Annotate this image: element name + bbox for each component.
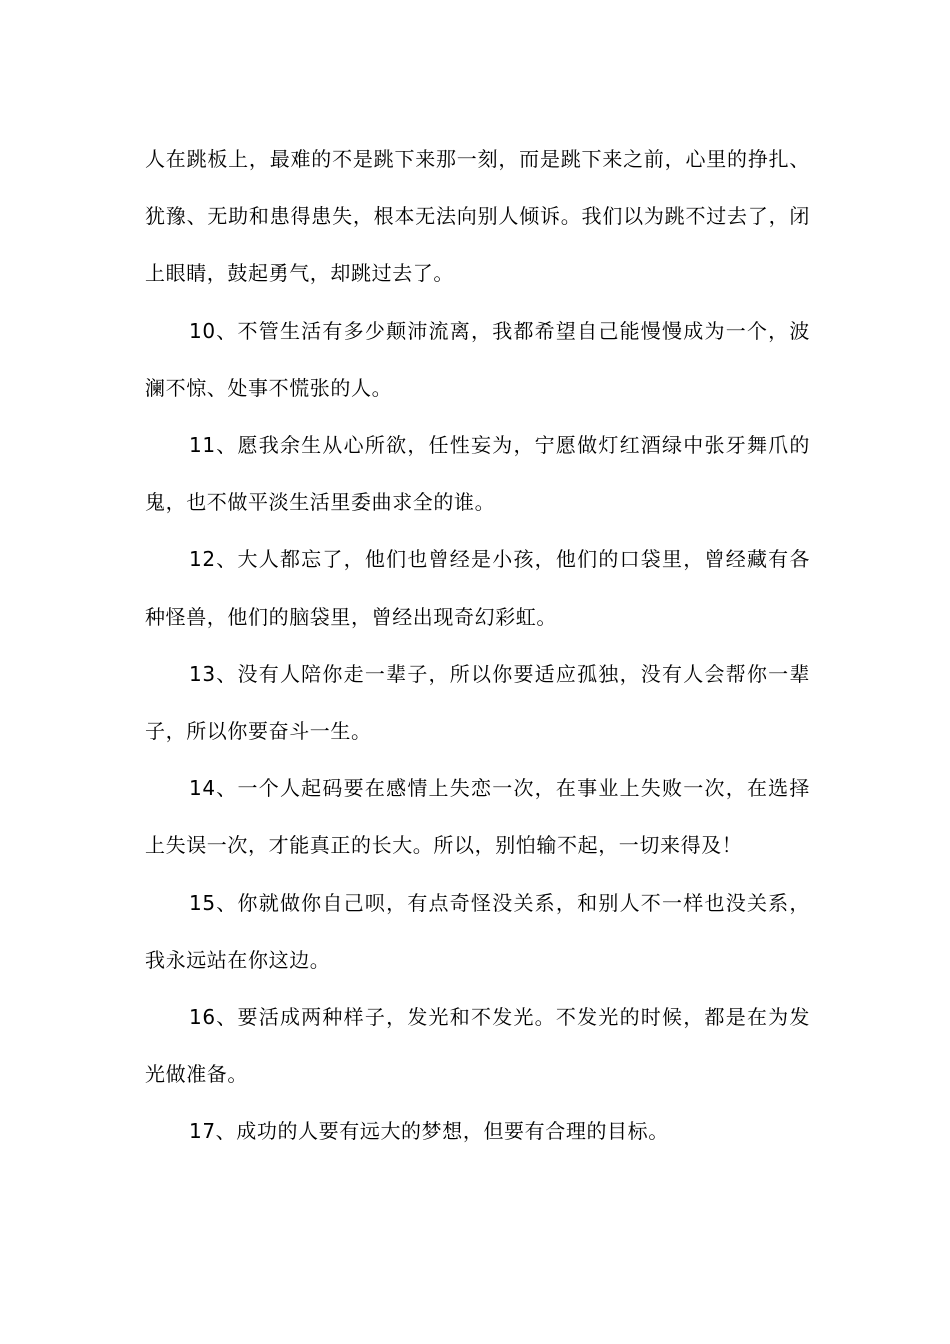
paragraph-11: 11、愿我余生从心所欲，任性妄为，宁愿做灯红酒绿中张牙舞爪的鬼，也不做平淡生活里委曲求全的谁。 — [145, 433, 810, 515]
paragraph-15: 15、你就做你自己呗，有点奇怪没关系，和别人不一样也没关系，我永远站在你这边。 — [145, 890, 810, 972]
paragraph-10: 10、不管生活有多少颠沛流离，我都希望自己能慢慢成为一个，波澜不惊、处事不慌张的人。 — [145, 318, 810, 400]
paragraph-12: 12、大人都忘了，他们也曾经是小孩，他们的口袋里，曾经藏有各种怪兽，他们的脑袋里，曾经出现奇幻彩虹。 — [145, 547, 810, 629]
paragraph-17: 17、成功的人要有远大的梦想，但要有合理的目标。 — [189, 1119, 669, 1144]
paragraph-16: 16、要活成两种样子，发光和不发光。不发光的时候，都是在为发光做准备。 — [145, 1005, 810, 1087]
paragraph-13: 13、没有人陪你走一辈子，所以你要适应孤独，没有人会帮你一辈子，所以你要奋斗一生。 — [145, 661, 810, 744]
document-body — [145, 131, 810, 1161]
paragraph-continued: 人在跳板上，最难的不是跳下来那一刻，而是跳下来之前，心里的挣扎、犹豫、无助和患得患失，根本无法向别人倾诉。我们以为跳不过去了，闭上眼睛，鼓起勇气，却跳过去了。 — [145, 147, 810, 286]
paragraph-14: 14、一个人起码要在感情上失恋一次，在事业上失败一次，在选择上失误一次，才能真正的长大。所以，别怕输不起，一切来得及！ — [145, 776, 810, 858]
